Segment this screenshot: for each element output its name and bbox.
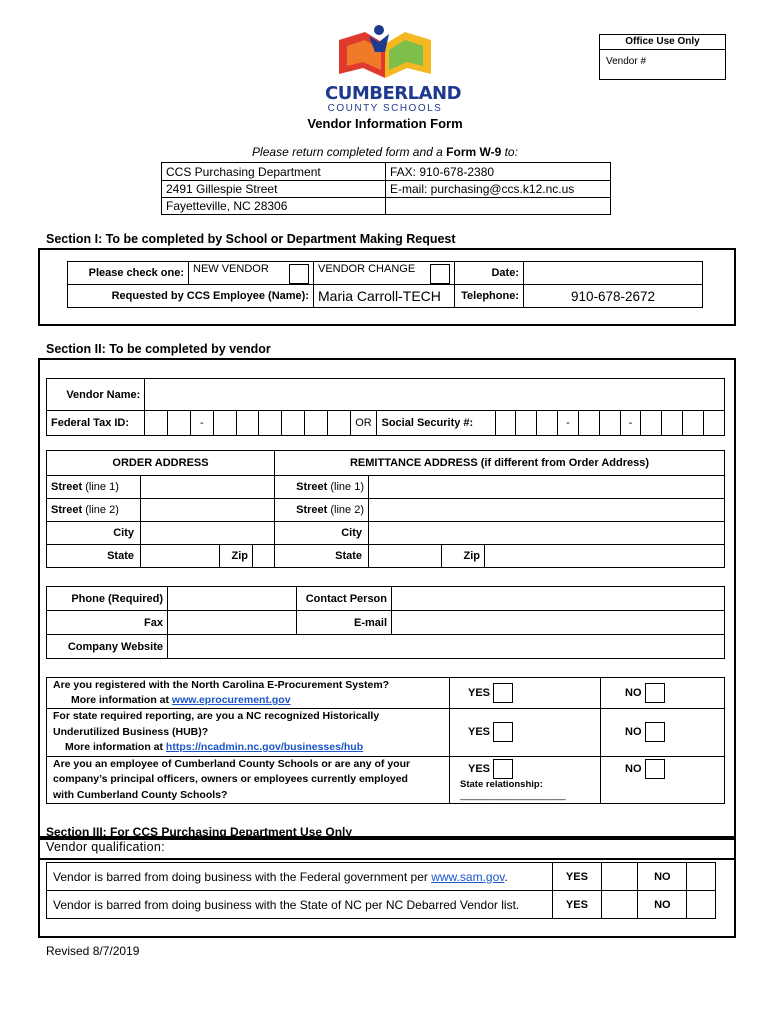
question-employee (47, 756, 450, 804)
remit-street2-field[interactable] (369, 499, 725, 522)
logo-title: CUMBERLAND (325, 83, 462, 104)
telephone-field[interactable]: 910-678-2672 (524, 285, 703, 308)
state-relationship-field[interactable]: ____________________ (460, 789, 566, 801)
q1-more (53, 693, 445, 708)
new-vendor-cell[interactable] (189, 262, 314, 285)
purchasing-empty (386, 198, 611, 215)
ssn-digit[interactable] (495, 411, 516, 436)
federal-yes-label: YES (553, 863, 602, 891)
email-label: E-mail (297, 611, 392, 635)
yes-label: YES (468, 762, 491, 775)
purchasing-email: E-mail: purchasing@ccs.k12.nc.us (386, 181, 611, 198)
vendor-name-label: Vendor Name: (47, 379, 145, 411)
section2-heading: Section II: To be completed by vendor (46, 342, 271, 356)
tax-digit[interactable] (282, 411, 305, 436)
remit-city-label: City (275, 522, 369, 545)
remit-state-label: State (275, 545, 369, 568)
section3-heading: Section III: For CCS Purchasing Department Use Only (46, 825, 353, 839)
purchasing-fax: FAX: 910-678-2380 (386, 163, 611, 181)
vendor-qualification-label: Vendor qualification: (46, 840, 165, 854)
tax-dash: - (190, 411, 213, 436)
yes-label: YES (468, 686, 491, 699)
tax-digit[interactable] (327, 411, 350, 436)
office-use-title: Office Use Only (600, 35, 725, 50)
vendor-change-checkbox[interactable] (430, 264, 450, 284)
telephone-label: Telephone: (455, 285, 524, 308)
date-field[interactable] (524, 262, 703, 285)
q2-text2: Underutilized Business (HUB)? (53, 725, 209, 738)
ssn-label: Social Security #: (377, 411, 495, 436)
q1-more-label: More information at (71, 694, 172, 706)
state-relationship-label: State relationship: (460, 778, 543, 790)
address-table (46, 450, 725, 568)
vendor-id-table (46, 378, 725, 436)
phone-field[interactable] (168, 587, 297, 611)
ssn-digit[interactable] (683, 411, 704, 436)
ssn-digit[interactable] (641, 411, 662, 436)
street-word: Street (296, 504, 328, 516)
form-title: Vendor Information Form (307, 116, 463, 131)
remit-street1-label (275, 476, 369, 499)
federal-yes-box[interactable] (601, 863, 638, 891)
ssn-digit[interactable] (703, 411, 724, 436)
order-street2-label (47, 499, 141, 522)
logo (325, 22, 462, 114)
email-field[interactable] (392, 611, 725, 635)
remit-state-field[interactable] (369, 545, 442, 568)
tax-digit[interactable] (168, 411, 191, 436)
eprocurement-link[interactable]: www.eprocurement.gov (171, 694, 291, 706)
street-word: Street (51, 504, 83, 516)
yes-label: YES (468, 726, 491, 739)
requested-by-label: Requested by CCS Employee (Name): (68, 285, 314, 308)
remit-street1-field[interactable] (369, 476, 725, 499)
q2-yes-checkbox[interactable] (493, 722, 513, 742)
purchasing-dept: CCS Purchasing Department (162, 163, 386, 181)
remit-city-field[interactable] (369, 522, 725, 545)
order-state-label: State (47, 545, 141, 568)
line2-word: (line 2) (82, 504, 119, 516)
order-address-heading: ORDER ADDRESS (47, 451, 275, 476)
remit-street2-label (275, 499, 369, 522)
ssn-dash: - (620, 411, 641, 436)
tax-digit[interactable] (213, 411, 236, 436)
logo-book-icon (325, 22, 445, 84)
order-city-label: City (47, 522, 141, 545)
no-label: NO (625, 762, 642, 775)
order-state-field[interactable] (141, 545, 220, 568)
questions-table (46, 677, 725, 804)
debarment-table (46, 862, 716, 919)
q3-text: Are you an employee of Cumberland County Schools or are any of your (53, 757, 411, 770)
state-yes-label: YES (553, 891, 602, 919)
vendor-name-field[interactable] (145, 379, 725, 411)
remit-zip-label: Zip (442, 545, 485, 568)
q2-more (53, 740, 445, 756)
q3-no-cell (601, 756, 725, 804)
logo-subtitle: COUNTY SCHOOLS (327, 103, 443, 114)
contact-person-field[interactable] (392, 587, 725, 611)
vendor-change-label: VENDOR CHANGE (318, 262, 416, 275)
vendor-number-label: Vendor # (606, 56, 647, 67)
q3-text2: company’s principal officers, owners or employees currently employed (53, 773, 408, 785)
q2-text: For state required reporting, are you a NC recognized Historically (53, 710, 380, 722)
requested-by-field[interactable]: Maria Carroll-TECH (314, 285, 455, 308)
date-label: Date: (455, 262, 524, 285)
ssn-digit[interactable] (578, 411, 599, 436)
q3-yes-cell (450, 756, 601, 804)
no-label: NO (625, 726, 642, 739)
phone-label: Phone (Required) (47, 587, 168, 611)
q3-yes-checkbox[interactable] (493, 759, 513, 779)
question-hub (47, 709, 450, 757)
revised-date: Revised 8/7/2019 (46, 944, 140, 958)
website-field[interactable] (168, 635, 725, 659)
line1-word: (line 1) (82, 481, 119, 493)
purchasing-city: Fayetteville, NC 28306 (162, 198, 386, 215)
order-street1-label (47, 476, 141, 499)
purchasing-street: 2491 Gillespie Street (162, 181, 386, 198)
line1-word: (line 1) (327, 481, 365, 493)
order-city-field[interactable] (141, 522, 275, 545)
fax-field[interactable] (168, 611, 297, 635)
return-note-bold: Form W-9 (446, 145, 502, 159)
return-note-post: to: (501, 145, 518, 159)
state-yes-box[interactable] (601, 891, 638, 919)
ssn-digit[interactable] (516, 411, 537, 436)
order-street2-field[interactable] (141, 499, 275, 522)
street-word: Street (51, 481, 83, 493)
office-use-box (599, 34, 726, 80)
r1-pre: Vendor is barred from doing business with the Federal government per (53, 869, 432, 884)
ssn-digit[interactable] (537, 411, 558, 436)
tax-digit[interactable] (236, 411, 259, 436)
q2-yes-cell (450, 709, 601, 757)
contact-table (46, 586, 725, 659)
q2-no-cell (601, 709, 725, 757)
line2-word: (line 2) (327, 504, 365, 516)
section1-heading: Section I: To be completed by School or Department Making Request (46, 232, 456, 246)
section3-divider (40, 858, 734, 860)
question-eprocurement (47, 678, 450, 709)
federal-no-box[interactable] (687, 863, 716, 891)
fax-label: Fax (47, 611, 168, 635)
federal-tax-label: Federal Tax ID: (47, 411, 145, 436)
website-label: Company Website (47, 635, 168, 659)
q3-text3: with Cumberland County Schools? (53, 788, 228, 801)
vendor-change-cell[interactable] (314, 262, 455, 285)
remit-zip-field[interactable] (485, 545, 725, 568)
street-word: Street (296, 481, 328, 493)
purchasing-table (161, 162, 611, 215)
ssn-digit[interactable] (599, 411, 620, 436)
ssn-digit[interactable] (662, 411, 683, 436)
return-note-pre: Please return completed form and a (252, 145, 447, 159)
return-note (0, 145, 770, 159)
r1-post: . (504, 869, 508, 884)
contact-person-label: Contact Person (297, 587, 392, 611)
section1-table (67, 261, 703, 308)
no-label: NO (625, 686, 642, 699)
q1-yes-cell (450, 678, 601, 709)
q3-no-checkbox[interactable] (645, 759, 665, 779)
q1-text: Are you registered with the North Carolina E-Procurement System? (53, 679, 390, 691)
tax-digit[interactable] (145, 411, 168, 436)
state-no-box[interactable] (687, 891, 716, 919)
tax-digit[interactable] (304, 411, 327, 436)
q1-no-cell (601, 678, 725, 709)
or-label: OR (350, 411, 377, 436)
ssn-dash: - (558, 411, 579, 436)
federal-barred-text (47, 863, 553, 891)
q2-no-checkbox[interactable] (645, 722, 665, 742)
tax-digit[interactable] (259, 411, 282, 436)
state-no-label: NO (638, 891, 687, 919)
hub-link[interactable]: https://ncadmin.nc.gov/businesses/hub (165, 741, 364, 753)
new-vendor-label: NEW VENDOR (193, 262, 269, 275)
sam-link[interactable]: www.sam.gov (431, 869, 505, 884)
q1-no-checkbox[interactable] (645, 683, 665, 703)
check-one-label: Please check one: (68, 262, 189, 285)
state-barred-text: Vendor is barred from doing business with the State of NC per NC Debarred Vendor list. (47, 891, 553, 919)
new-vendor-checkbox[interactable] (289, 264, 309, 284)
order-zip-label: Zip (220, 545, 253, 568)
q1-yes-checkbox[interactable] (493, 683, 513, 703)
q2-more-label: More information at (65, 741, 166, 753)
federal-no-label: NO (638, 863, 687, 891)
remit-address-heading: REMITTANCE ADDRESS (if different from Order Address) (275, 451, 725, 476)
order-street1-field[interactable] (141, 476, 275, 499)
order-zip-field[interactable] (253, 545, 275, 568)
